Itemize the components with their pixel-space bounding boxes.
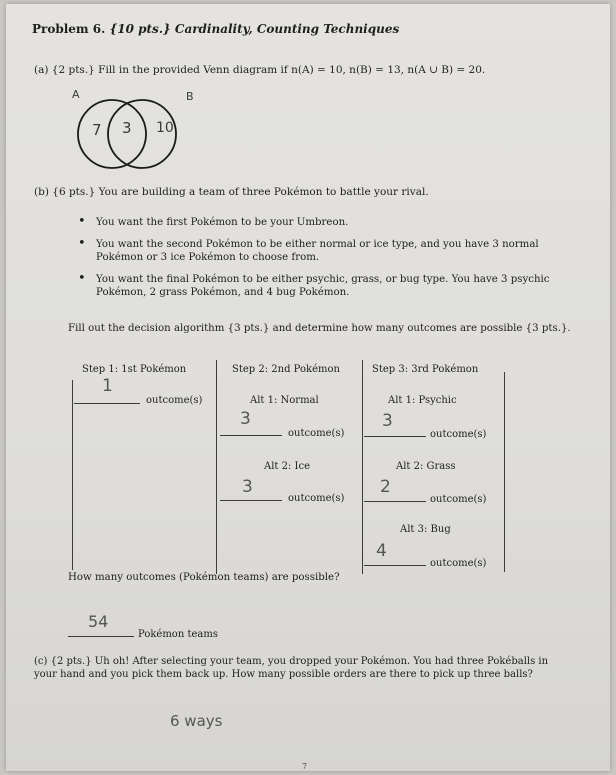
part-b-label: (b) <box>34 186 49 198</box>
venn-circle-a <box>78 100 146 168</box>
part-c-label: (c) <box>34 656 48 667</box>
total-outcomes-question: How many outcomes (Pokémon teams) are possible? <box>68 572 340 583</box>
step1-header: Step 1: 1st Pokémon <box>82 364 187 375</box>
part-a-question <box>34 64 485 76</box>
venn-only-b-value: 10 <box>156 120 174 136</box>
part-c-question <box>34 656 574 681</box>
bullet-item: • You want the second Pokémon to be either normal or ice type, and you have 3 normal Pokémon or 3 ice Pokémon to choose from. <box>78 238 578 264</box>
table-divider-2 <box>362 360 363 574</box>
table-right-border <box>504 372 505 572</box>
table-divider-1 <box>216 360 217 574</box>
step3-alt1-outcome-label: outcome(s) <box>430 429 487 440</box>
part-b-bullet-list <box>78 216 578 308</box>
step2-alt1-outcome-label: outcome(s) <box>288 428 345 439</box>
step3-alt3-blank <box>364 565 426 566</box>
step2-alt2-outcome-label: outcome(s) <box>288 493 345 504</box>
step2-alt2-answer: 3 <box>242 477 253 497</box>
total-outcomes-blank <box>68 636 134 637</box>
worksheet-page <box>6 4 610 771</box>
step3-alt3-label: Alt 3: Bug <box>400 524 451 535</box>
step2-header: Step 2: 2nd Pokémon <box>232 364 340 375</box>
step3-alt2-blank <box>364 501 426 502</box>
bullet-item: • You want the final Pokémon to be either psychic, grass, or bug type. You have 3 psychic Pokémon, 2 grass Pokémon, and 4 bug Pokémon. <box>78 273 578 299</box>
part-b-question <box>34 186 429 198</box>
problem-number: Problem 6. <box>32 22 106 36</box>
step2-alt2-label: Alt 2: Ice <box>264 461 310 472</box>
part-c-text: {2 pts.} Uh oh! After selecting your team, you dropped your Pokémon. You had three Pokéballs in your hand and you pick them back up. How many possible orders are there to pick up three balls? <box>34 656 549 680</box>
step3-alt3-outcome-label: outcome(s) <box>430 558 487 569</box>
problem-points-topic: {10 pts.} Cardinality, Counting Techniques <box>109 22 400 36</box>
page-number: 7 <box>302 762 308 771</box>
venn-only-a-value: 7 <box>92 121 102 139</box>
total-outcomes-unit: Pokémon teams <box>138 629 218 640</box>
part-a-label: (a) <box>34 64 49 76</box>
part-a-text: {2 pts.} Fill in the provided Venn diagram if n(A) = 10, n(B) = 13, n(A ∪ B) = 20. <box>51 64 486 76</box>
step1-blank <box>74 403 140 404</box>
table-left-border <box>72 380 73 570</box>
step2-alt2-blank <box>220 500 282 501</box>
bullet-item: • You want the first Pokémon to be your Umbreon. <box>78 216 578 229</box>
problem-title <box>32 22 399 36</box>
venn-intersection-value: 3 <box>122 119 132 137</box>
step1-answer: 1 <box>102 376 113 396</box>
step2-alt1-label: Alt 1: Normal <box>250 395 319 406</box>
venn-label-b: B <box>186 90 194 103</box>
total-outcomes-answer: 54 <box>88 612 109 631</box>
step3-header: Step 3: 3rd Pokémon <box>372 364 479 375</box>
step3-alt1-blank <box>364 436 426 437</box>
decision-algorithm-instruction: Fill out the decision algorithm {3 pts.} and determine how many outcomes are possible {3 pts.}. <box>68 323 571 334</box>
part-b-text: {6 pts.} You are building a team of three Pokémon to battle your rival. <box>52 186 429 198</box>
step1-outcome-label: outcome(s) <box>146 395 203 406</box>
step2-alt1-answer: 3 <box>240 409 251 429</box>
step3-alt1-answer: 3 <box>382 411 393 431</box>
step3-alt2-answer: 2 <box>380 477 391 497</box>
step3-alt2-outcome-label: outcome(s) <box>430 494 487 505</box>
step3-alt1-label: Alt 1: Psychic <box>388 395 457 406</box>
step3-alt3-answer: 4 <box>376 541 387 561</box>
part-c-answer: 6 ways <box>170 712 223 730</box>
venn-label-a: A <box>72 88 80 101</box>
step2-alt1-blank <box>220 435 282 436</box>
step3-alt2-label: Alt 2: Grass <box>396 461 456 472</box>
